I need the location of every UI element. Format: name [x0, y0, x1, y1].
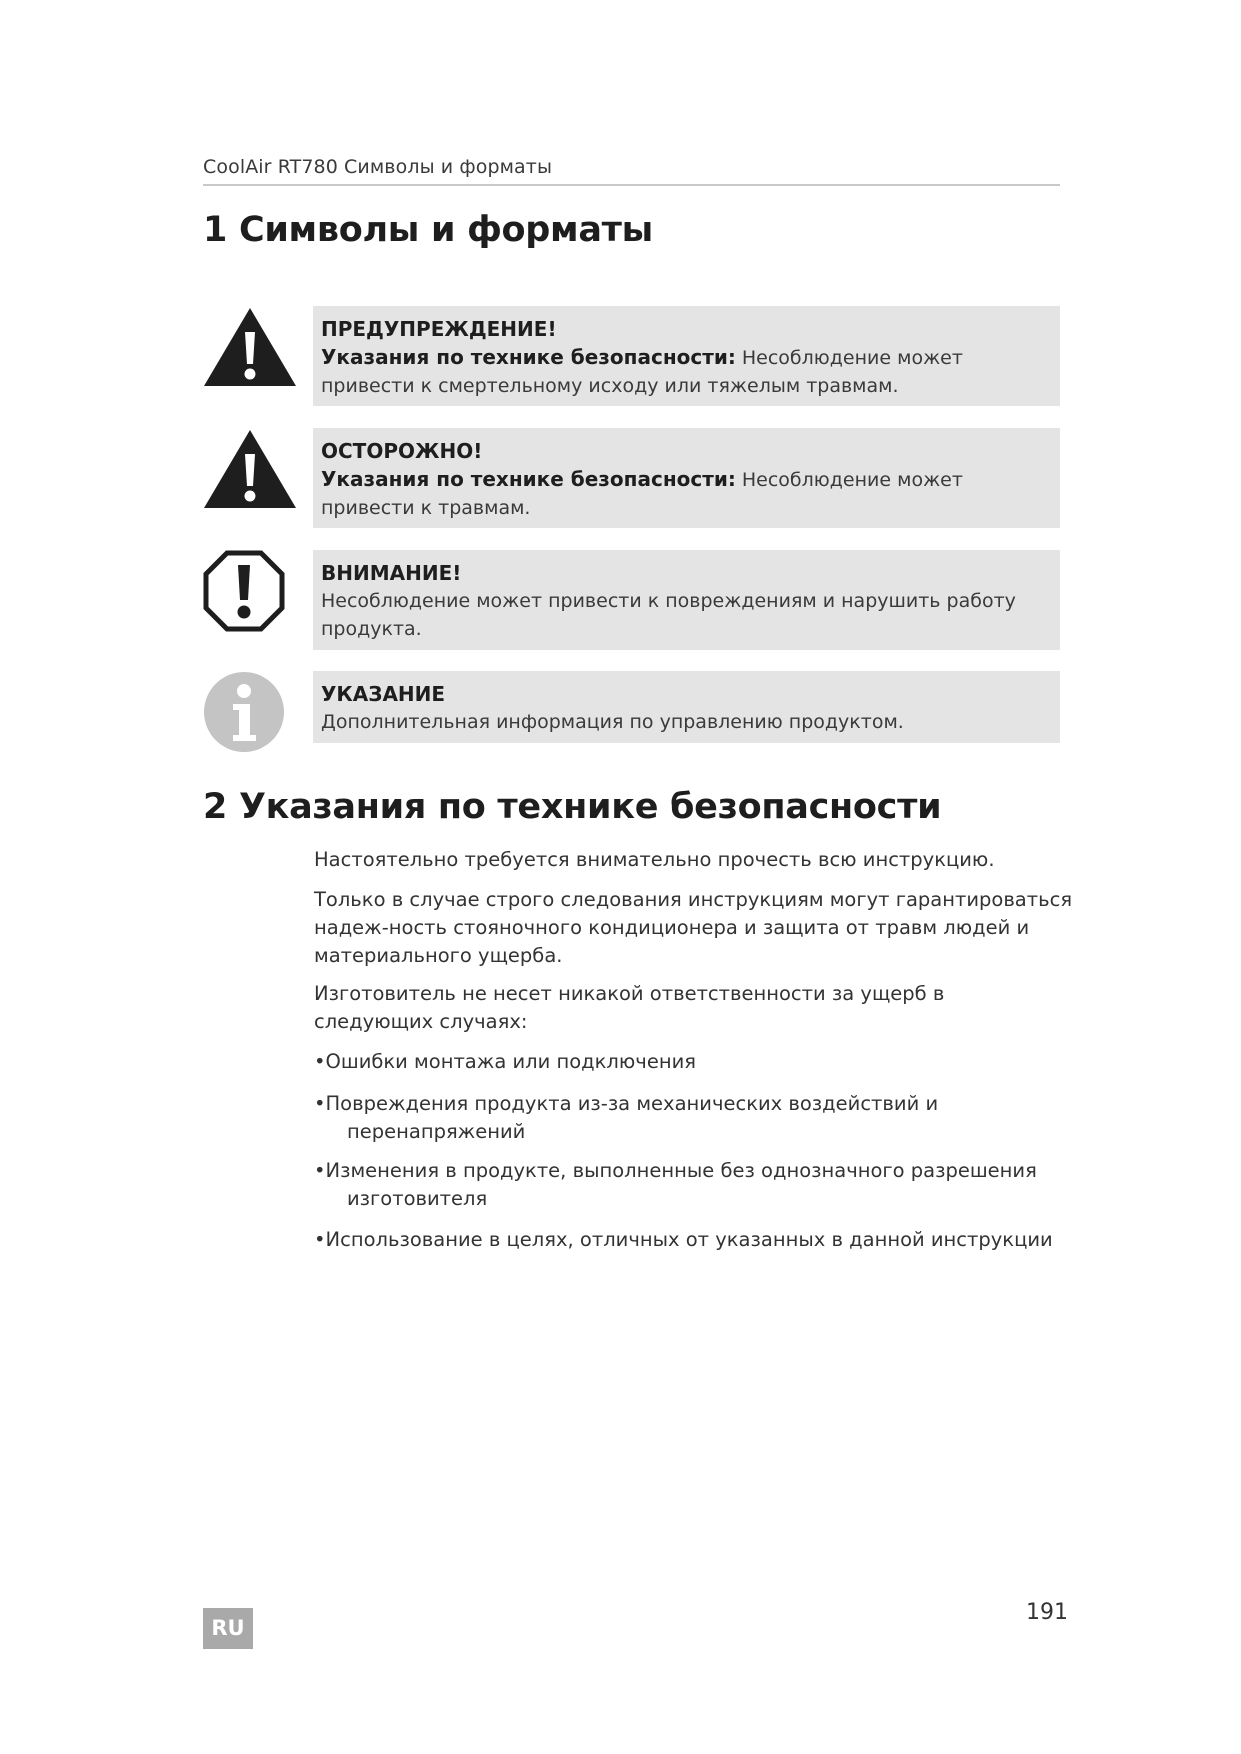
paragraph-text: Настоятельно требуется внимательно прочесть всю инструкцию. [314, 848, 995, 871]
notice-title: УКАЗАНИЕ [321, 682, 446, 706]
notice-info [313, 671, 1060, 743]
section-1-title: 1 Символы и форматы [203, 210, 654, 250]
notice-title: ПРЕДУПРЕЖДЕНИЕ! [321, 317, 557, 341]
bullet-text: Ошибки монтажа или подключения [325, 1050, 696, 1073]
bullet-text: Использование в целях, отличных от указанных в данной инструкции [325, 1228, 1053, 1251]
warning-triangle-icon [203, 306, 297, 400]
list-item [314, 1157, 1064, 1213]
notice-lead: Указания по технике безопасности: [321, 345, 736, 369]
notice-text: Несоблюдение может привести к смертельному исходу или тяжелым травмам. [321, 347, 963, 397]
language-badge: RU [203, 1608, 253, 1649]
bullet-symbol: • [314, 1228, 326, 1251]
paragraph-text: Только в случае строго следования инструкциям могут гарантироваться надеж-ность стояночного кондиционера и защита от травм людей и материального ущерба. [314, 888, 1073, 967]
paragraph-text: Изготовитель не несет никакой ответственности за ущерб в следующих случаях: [314, 982, 945, 1033]
info-circle-icon [203, 671, 297, 765]
paragraph [314, 886, 1074, 970]
notice-text: Несоблюдение может привести к травмам. [321, 469, 963, 519]
list-item [314, 1048, 1064, 1076]
bullet-text: Повреждения продукта из-за механических воздействий и [325, 1092, 939, 1115]
running-header: CoolAir RT780 Символы и форматы [203, 156, 553, 178]
paragraph [314, 846, 1064, 874]
bullet-symbol: • [314, 1092, 326, 1115]
list-item [314, 1226, 1064, 1254]
bullet-text-continued: изготовителя [347, 1187, 488, 1210]
caution-triangle-icon [203, 428, 297, 522]
notice-caution [313, 428, 1060, 528]
notice-lead: Указания по технике безопасности: [321, 467, 736, 491]
paragraph [314, 980, 1014, 1036]
notice-text: Несоблюдение может привести к повреждениям и нарушить работу продукта. [321, 590, 1016, 640]
notice-title: ВНИМАНИЕ! [321, 561, 462, 585]
attention-octagon-icon [203, 550, 297, 644]
bullet-symbol: • [314, 1050, 326, 1073]
bullet-text-continued: перенапряжений [347, 1120, 526, 1143]
notice-warning [313, 306, 1060, 406]
notice-attention [313, 550, 1060, 650]
list-item [314, 1090, 1064, 1146]
bullet-symbol: • [314, 1159, 326, 1182]
header-divider [203, 184, 1060, 186]
notice-title: ОСТОРОЖНО! [321, 439, 483, 463]
page-number: 191 [1026, 1600, 1068, 1625]
notice-text: Дополнительная информация по управлению продуктом. [321, 711, 904, 733]
bullet-text: Изменения в продукте, выполненные без однозначного разрешения [325, 1159, 1037, 1182]
section-2-title: 2 Указания по технике безопасности [203, 787, 942, 827]
